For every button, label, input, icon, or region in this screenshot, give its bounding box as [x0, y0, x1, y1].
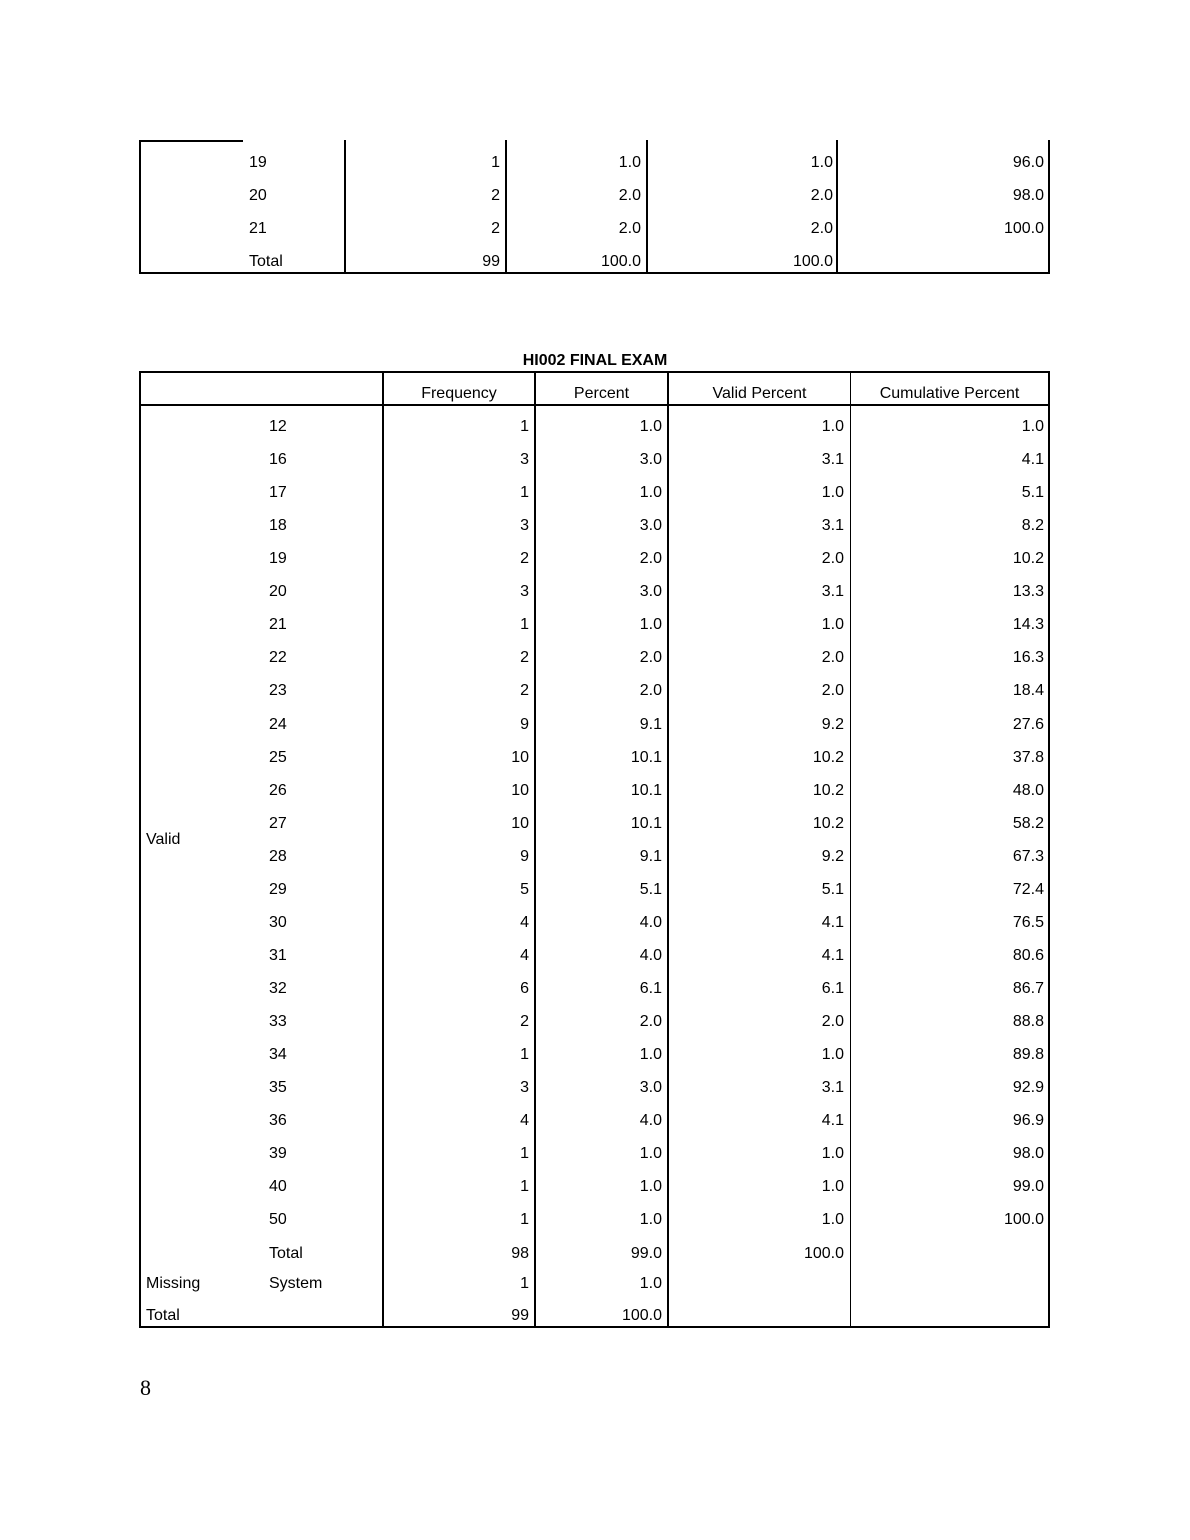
- row-valid-percent: 2.0: [821, 649, 844, 666]
- row-frequency: 4: [520, 914, 529, 931]
- row-frequency: 2: [520, 682, 529, 699]
- row-percent: 1.0: [639, 1046, 662, 1063]
- row-percent: 9.1: [639, 848, 662, 865]
- page-number: 8: [140, 1375, 151, 1400]
- row-frequency: 98: [511, 1245, 529, 1262]
- row-value: 36: [269, 1112, 287, 1129]
- row-value: 21: [269, 616, 287, 633]
- top-row-frequency: 2: [491, 187, 500, 204]
- row-value: 35: [269, 1079, 287, 1096]
- row-valid-percent: 1.0: [821, 616, 844, 633]
- row-cumulative-percent: 76.5: [1012, 914, 1044, 931]
- row-frequency: 1: [520, 484, 529, 501]
- row-percent: 1.0: [639, 1211, 662, 1228]
- row-valid-percent: 1.0: [821, 418, 844, 435]
- top-row-value: Total: [249, 253, 283, 270]
- row-cumulative-percent: 86.7: [1012, 980, 1044, 997]
- row-cumulative-percent: 16.3: [1012, 649, 1044, 666]
- row-cumulative-percent: 13.3: [1012, 583, 1044, 600]
- row-valid-percent: 2.0: [821, 682, 844, 699]
- row-value: 32: [269, 980, 287, 997]
- row-valid-percent: 9.2: [821, 848, 844, 865]
- row-frequency: 1: [520, 418, 529, 435]
- row-frequency: 6: [520, 980, 529, 997]
- row-value: 16: [269, 451, 287, 468]
- row-percent: 10.1: [630, 815, 662, 832]
- table-right-border: [1048, 371, 1050, 1328]
- table-top-border: [139, 371, 1050, 373]
- top-row-valid-percent: 2.0: [810, 187, 833, 204]
- row-percent: 99.0: [630, 1245, 662, 1262]
- row-valid-percent: 3.1: [821, 583, 844, 600]
- row-percent: 2.0: [639, 649, 662, 666]
- row-frequency: 2: [520, 1013, 529, 1030]
- row-percent: 4.0: [639, 914, 662, 931]
- header-percent: Percent: [573, 385, 630, 402]
- row-frequency: 4: [520, 947, 529, 964]
- top-row-value: 20: [249, 187, 267, 204]
- row-value: 28: [269, 848, 287, 865]
- row-frequency: 3: [520, 517, 529, 534]
- row-value: 25: [269, 749, 287, 766]
- row-value: 31: [269, 947, 287, 964]
- top-row-valid-percent: 1.0: [810, 154, 833, 171]
- row-frequency: 2: [520, 649, 529, 666]
- row-percent: 5.1: [639, 881, 662, 898]
- row-cumulative-percent: 5.1: [1021, 484, 1044, 501]
- table-left-border: [139, 371, 141, 1328]
- missing-percent: 1.0: [639, 1275, 662, 1292]
- row-valid-percent: 1.0: [821, 1211, 844, 1228]
- row-value: 12: [269, 418, 287, 435]
- row-valid-percent: 6.1: [821, 980, 844, 997]
- row-percent: 10.1: [630, 749, 662, 766]
- grand-total-label: Total: [146, 1307, 180, 1324]
- row-value: 27: [269, 815, 287, 832]
- row-valid-percent: 10.2: [812, 749, 844, 766]
- valid-group-label: Valid: [146, 831, 181, 848]
- row-frequency: 10: [511, 782, 529, 799]
- row-cumulative-percent: 1.0: [1021, 418, 1044, 435]
- row-percent: 1.0: [639, 1145, 662, 1162]
- top-row-cumulative-percent: 100.0: [1003, 220, 1044, 237]
- row-cumulative-percent: 92.9: [1012, 1079, 1044, 1096]
- row-value: 24: [269, 716, 287, 733]
- row-percent: 3.0: [639, 517, 662, 534]
- row-value: 50: [269, 1211, 287, 1228]
- row-valid-percent: 2.0: [821, 550, 844, 567]
- row-valid-percent: 4.1: [821, 914, 844, 931]
- missing-frequency: 1: [520, 1275, 529, 1292]
- row-value: 18: [269, 517, 287, 534]
- row-cumulative-percent: 37.8: [1012, 749, 1044, 766]
- row-percent: 2.0: [639, 1013, 662, 1030]
- top-row-valid-percent: 100.0: [792, 253, 833, 270]
- table-left-border: [139, 140, 141, 274]
- row-cumulative-percent: 67.3: [1012, 848, 1044, 865]
- grand-total-percent: 100.0: [621, 1307, 662, 1324]
- row-value: 40: [269, 1178, 287, 1195]
- row-frequency: 1: [520, 1145, 529, 1162]
- row-percent: 6.1: [639, 980, 662, 997]
- row-percent: 1.0: [639, 616, 662, 633]
- row-value: 19: [269, 550, 287, 567]
- row-frequency: 5: [520, 881, 529, 898]
- row-value: 29: [269, 881, 287, 898]
- missing-group-label: Missing: [146, 1275, 201, 1292]
- row-valid-percent: 1.0: [821, 1145, 844, 1162]
- row-valid-percent: 1.0: [821, 484, 844, 501]
- header-valid-percent: Valid Percent: [712, 385, 807, 402]
- row-percent: 1.0: [639, 418, 662, 435]
- table-bottom-border: [139, 1326, 1050, 1328]
- row-value: 23: [269, 682, 287, 699]
- row-cumulative-percent: 4.1: [1021, 451, 1044, 468]
- top-row-value: 19: [249, 154, 267, 171]
- row-valid-percent: 100.0: [803, 1245, 844, 1262]
- row-frequency: 10: [511, 815, 529, 832]
- row-frequency: 10: [511, 749, 529, 766]
- row-value: 17: [269, 484, 287, 501]
- row-cumulative-percent: 89.8: [1012, 1046, 1044, 1063]
- row-value: 20: [269, 583, 287, 600]
- row-frequency: 1: [520, 1211, 529, 1228]
- row-value: 22: [269, 649, 287, 666]
- row-cumulative-percent: 100.0: [1003, 1211, 1044, 1228]
- top-row-valid-percent: 2.0: [810, 220, 833, 237]
- row-value: 26: [269, 782, 287, 799]
- row-cumulative-percent: 8.2: [1021, 517, 1044, 534]
- row-percent: 3.0: [639, 451, 662, 468]
- top-row-cumulative-percent: 98.0: [1012, 187, 1044, 204]
- row-percent: 1.0: [639, 484, 662, 501]
- row-value: Total: [269, 1245, 303, 1262]
- row-percent: 3.0: [639, 583, 662, 600]
- row-percent: 10.1: [630, 782, 662, 799]
- row-cumulative-percent: 18.4: [1012, 682, 1044, 699]
- row-cumulative-percent: 96.9: [1012, 1112, 1044, 1129]
- table-top-stub: [140, 140, 243, 142]
- row-cumulative-percent: 10.2: [1012, 550, 1044, 567]
- row-percent: 4.0: [639, 1112, 662, 1129]
- grand-total-frequency: 99: [511, 1307, 529, 1324]
- row-frequency: 9: [520, 848, 529, 865]
- row-frequency: 1: [520, 1046, 529, 1063]
- row-valid-percent: 10.2: [812, 815, 844, 832]
- row-valid-percent: 4.1: [821, 1112, 844, 1129]
- row-valid-percent: 2.0: [821, 1013, 844, 1030]
- row-value: 33: [269, 1013, 287, 1030]
- row-percent: 9.1: [639, 716, 662, 733]
- row-frequency: 2: [520, 550, 529, 567]
- row-cumulative-percent: 80.6: [1012, 947, 1044, 964]
- top-row-frequency: 99: [482, 253, 500, 270]
- row-valid-percent: 5.1: [821, 881, 844, 898]
- row-cumulative-percent: 14.3: [1012, 616, 1044, 633]
- top-row-percent: 2.0: [618, 187, 641, 204]
- row-valid-percent: 10.2: [812, 782, 844, 799]
- row-frequency: 9: [520, 716, 529, 733]
- row-percent: 4.0: [639, 947, 662, 964]
- top-row-frequency: 2: [491, 220, 500, 237]
- row-frequency: 3: [520, 583, 529, 600]
- row-frequency: 4: [520, 1112, 529, 1129]
- row-cumulative-percent: 99.0: [1012, 1178, 1044, 1195]
- top-row-percent: 100.0: [600, 253, 641, 270]
- missing-system-label: System: [269, 1275, 323, 1292]
- row-value: 30: [269, 914, 287, 931]
- table-title: HI002 FINAL EXAM: [522, 352, 668, 369]
- row-cumulative-percent: 58.2: [1012, 815, 1044, 832]
- row-cumulative-percent: 48.0: [1012, 782, 1044, 799]
- row-valid-percent: 3.1: [821, 1079, 844, 1096]
- row-cumulative-percent: 27.6: [1012, 716, 1044, 733]
- row-cumulative-percent: 72.4: [1012, 881, 1044, 898]
- row-percent: 2.0: [639, 682, 662, 699]
- row-cumulative-percent: 88.8: [1012, 1013, 1044, 1030]
- header-cumulative-percent: Cumulative Percent: [879, 385, 1020, 402]
- row-valid-percent: 1.0: [821, 1178, 844, 1195]
- table-right-border: [1048, 140, 1050, 274]
- row-value: 34: [269, 1046, 287, 1063]
- row-valid-percent: 3.1: [821, 451, 844, 468]
- top-row-percent: 1.0: [618, 154, 641, 171]
- row-frequency: 3: [520, 1079, 529, 1096]
- row-valid-percent: 3.1: [821, 517, 844, 534]
- row-frequency: 1: [520, 616, 529, 633]
- table-bottom-border: [139, 272, 1050, 274]
- row-cumulative-percent: 98.0: [1012, 1145, 1044, 1162]
- row-frequency: 1: [520, 1178, 529, 1195]
- top-row-cumulative-percent: 96.0: [1012, 154, 1044, 171]
- header-frequency: Frequency: [421, 385, 497, 402]
- row-valid-percent: 4.1: [821, 947, 844, 964]
- row-percent: 3.0: [639, 1079, 662, 1096]
- row-frequency: 3: [520, 451, 529, 468]
- row-value: 39: [269, 1145, 287, 1162]
- row-valid-percent: 1.0: [821, 1046, 844, 1063]
- header-bottom-border: [139, 404, 1050, 406]
- row-percent: 2.0: [639, 550, 662, 567]
- row-percent: 1.0: [639, 1178, 662, 1195]
- top-row-value: 21: [249, 220, 267, 237]
- top-row-frequency: 1: [491, 154, 500, 171]
- top-row-percent: 2.0: [618, 220, 641, 237]
- row-valid-percent: 9.2: [821, 716, 844, 733]
